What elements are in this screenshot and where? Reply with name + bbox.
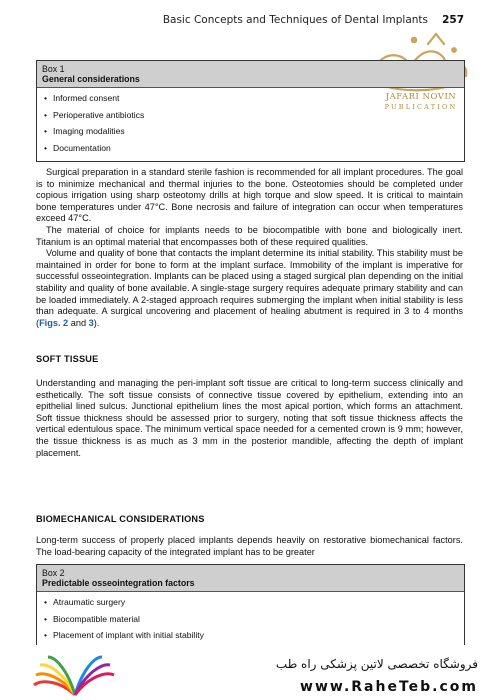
list-item: • Placement of implant with initial stability: [37, 630, 464, 640]
paragraph-text: ).: [93, 317, 100, 328]
body-text-soft-tissue: [36, 378, 463, 459]
paragraph: The material of choice for implants needs to be biocompatible with bone and biologically inert. Titanium is an optimal material that encompasses both of these required qualities.: [36, 224, 463, 247]
box-general-considerations: [36, 60, 465, 162]
list-item: • Imaging modalities: [37, 126, 464, 136]
body-text-surgical: [36, 167, 463, 329]
paragraph-text: and: [68, 317, 89, 328]
box-list: [37, 88, 464, 153]
page-number: 257: [442, 14, 464, 26]
section-heading-soft-tissue: SOFT TISSUE: [36, 354, 99, 364]
list-item: • Atraumatic surgery: [37, 597, 464, 607]
store-url[interactable]: www.RaheTeb.com: [300, 679, 478, 695]
box-title: General considerations: [42, 74, 140, 84]
paragraph: Surgical preparation in a standard sterile fashion is recommended for all implant procedures. The goal is to minimize mechanical and thermal injuries to the bone. Osteotomies should be completed under copious irrigation using sharp osteotomy drills at high torque and slow speed. It is critical to maintain bone temperatures under 47°C. Bone necrosis and failure of integration can occur when temperatures exceed 47°C.: [36, 167, 463, 224]
box-number: Box 2: [42, 568, 65, 578]
box-header: [37, 565, 464, 592]
list-item: • Biocompatible material: [37, 614, 464, 624]
publisher-subtitle: PUBLICATION: [384, 103, 458, 111]
box-number: Box 1: [42, 64, 65, 74]
page-header: [0, 14, 500, 30]
box-osseointegration-factors: [36, 564, 465, 646]
running-head: Basic Concepts and Techniques of Dental Implants: [162, 14, 428, 26]
section-heading-biomechanical: BIOMECHANICAL CONSIDERATIONS: [36, 514, 205, 524]
paragraph: Long-term success of properly placed implants depends heavily on restorative biomechanical factors. The load-bearing capacity of the integrated implant has to be greater: [36, 535, 463, 557]
list-item: • Informed consent: [37, 93, 464, 103]
list-item: • Perioperative antibiotics: [37, 110, 464, 120]
box-header: [37, 61, 464, 88]
rainbow-book-icon: [30, 651, 120, 699]
paragraph: Understanding and managing the peri-implant soft tissue are critical to long-term success clinically and esthetically. The soft tissue consists of connective tissue covered by epithelium, extending into an epithelial lined sulcus. Junctional epithelium lines the most apical portion, which forms an attachment. Soft tissue thickness should be assessed prior to surgery, noting that soft tissue thickness affects the vertical edentulous space. The minimum vertical space needed for a cemented crown is 9 mm; however, the tissue thickness is as much as 3 mm in the posterior mandible, affecting the depth of implant placement.: [36, 378, 463, 458]
figure-link[interactable]: Figs. 2: [39, 317, 69, 328]
footer-banner: [0, 645, 500, 700]
list-item: • Documentation: [37, 143, 464, 153]
body-text-biomechanical: [36, 535, 463, 558]
paragraph-text: Volume and quality of bone that contacts the implant determine its initial stability. This stability must be maintained in order for bone to form at the implant surface. Immobility of the implant is imperative for successful osseointegration. Implants can be placed using a staged surgical plan depending on the initial stability and quality of bone available. A single-stage surgery requires adequate primary stability and can be loaded immediately. A 2-staged approach requires submerging the implant when initial stability is less than adequate. A surgical uncovering and placement of healing abutment is required in 3 to 4 months (: [36, 248, 463, 328]
paragraph: [36, 248, 463, 329]
store-name: فروشگاه تخصصی لاتین پزشکی راه طب: [275, 657, 478, 671]
box-title: Predictable osseointegration factors: [42, 578, 195, 588]
publisher-name: JAFARI NOVIN: [385, 92, 457, 102]
figure-link[interactable]: 3: [88, 317, 94, 328]
